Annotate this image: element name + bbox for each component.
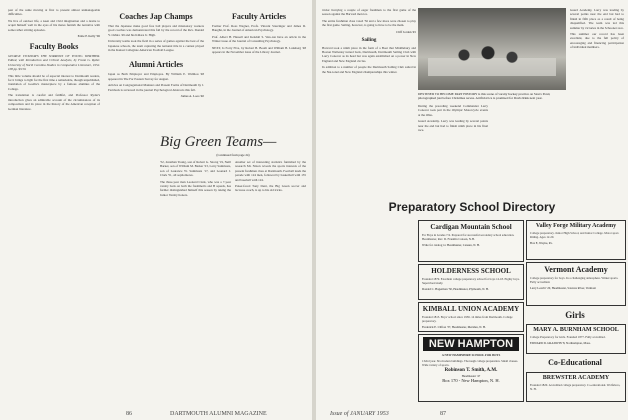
paragraph: We live of outdoor life, a keen and vivid imagination and a desire to acquit himself well in the eyes of his mates furnish the narrative with some rather stirring episodes. [8, 18, 100, 32]
ad-holderness [418, 264, 524, 300]
photo-caption [418, 92, 566, 100]
left-page [0, 0, 312, 420]
hockey-players [448, 44, 528, 66]
page-number: 86 [126, 411, 132, 417]
ad-name: NEW HAMPTON [423, 337, 519, 351]
ad-vermont [526, 262, 626, 306]
ad-text: Founded 1879. Excellent college preparatory school for boys 12-18. Eighty boys. Supervised study. [422, 277, 520, 285]
ad-address: Box 170 - New Hampton, N. H. [442, 378, 500, 383]
ad-burnham [526, 324, 626, 354]
caption-text: DESTINED TO BECOME PART HISTORY is this scene of varsity hockey practice on Storrs Pond, photographed just before Christmas recess. Artificial ice is promised for Davis Rink next year. [418, 92, 551, 101]
ad-tag: A NEW HAMPSHIRE SCHOOL FOR BOYS [441, 353, 501, 357]
ad-name: HOLDERNESS SCHOOL [431, 267, 511, 275]
ad-contact: Frederick E. Clifton '37, Headmaster, Meriden, N. H. [422, 325, 486, 329]
magazine-name: DARTMOUTH ALUMNI MAGAZINE [170, 411, 267, 417]
paragraph: The translation is careful and faithful, and Professor Ryder's introduction gives an admirable account of the circumstances of its composition and its place in the history of the American reception of German literature. [8, 93, 100, 111]
left-column-2 [108, 8, 204, 101]
ad-text: 132nd year. Six modern buildings. Thorough college preparation. Small classes. Wide variety of sports. [422, 359, 519, 367]
ad-contact: Donald C. Hagerman '30, Headmaster, Plymouth, N. H. [422, 287, 489, 291]
ad-name: Valley Forge Military Academy [535, 223, 617, 229]
article-subtitle: (Continued from page 24) [216, 153, 250, 157]
section-label: Girls [565, 310, 585, 320]
ad-text: Founded 1813. Boys' school since 1936. 14 miles from Dartmouth. College preparatory. [422, 315, 513, 323]
ad-name: Vermont Academy [544, 265, 608, 274]
byline: Ernie P. Kelly '06 [77, 34, 100, 39]
paragraph: This little volume should be of especial interest to Dartmouth readers, for it brings to light for the first time a remarkable, though unpublished, translation of Goethe's masterpiece by a famous alumnus of the College. [8, 73, 100, 91]
paragraph: University teams took the field in a series of games against the best of the Japanese schools, the team capturing the national title in a contest played in the Kansai Collegiate American Football League. [108, 39, 204, 53]
paragraph: This summer our record has been excellent, due to the full policy of encouraging and financing participation of individual members. [570, 32, 624, 50]
ad-contact: Write for catalog to: Headmaster, Canaan, N. H. [422, 243, 480, 247]
paragraph: Former Prof. Ross Wagner, Profs. Vincent Starzinger and James D. Baughn, in the Journal of American Psychology. [212, 24, 306, 33]
issue-date: Issue of JANUARY 1953 [330, 411, 389, 417]
ad-text: College preparatory. Junior High School, and Junior College. Motor sport. Riding. Ages 12-20. [530, 231, 620, 239]
article-title: Big Green Teams— [160, 134, 277, 150]
ad-text: For Boys in Grades 7-9. Prepared for successful secondary school education. Headmaster, Rev. D. Franklin Canaan, N.H. [422, 233, 515, 241]
section-heading: Faculty Books [29, 42, 79, 52]
paragraph: Articles on Congregational Manners and Present Forms of Dartmouth by J. Fernback is reviewed in the journal Psychological Abstracts this fall. [108, 83, 204, 92]
paragraph: The three-year man Leonard Clark, who was a 7-year varsity back on both the freshmen's and B squads, has further distinguished himself this season by taking the Junior Varsity honors. [160, 179, 231, 197]
section-heading: Alumni Articles [129, 60, 183, 70]
paragraph: The entire freshman class voted '56 and a few more were chosen to play the first game. Sailing, however, is going to have to be the main. [322, 18, 416, 28]
left-column-1 [8, 8, 100, 113]
directory-title: Preparatory School Directory [388, 200, 556, 214]
paragraph: Guard Academy. Larry was leading by several points near the end but had to finish ninth place in his final race. [418, 119, 488, 133]
ad-contact: Box E, Wayne, Pa. [530, 241, 553, 245]
byline: James A. Loos '40 [180, 94, 204, 99]
paragraph: Another set of interesting statistics furnished by the research Mr. Nixon reveals the sports interests of the present freshmen class at Dartmouth. Football leads the parade with 124 men, followed by basketball with 135 and baseball with 124. [235, 160, 306, 182]
ad-text: College preparatory for boys. In a challenging atmosphere. Winter sports. Fully accredited. [530, 276, 619, 284]
right-column-2 [418, 104, 488, 194]
paragraph: '52, Jonathan Young, son of Robert G. Strong '19, Neill Barker, son of William M. Barker '23, Larry Summons, son of Laurence W. Summons '17, and Leonard J. Clark '51, all sophomores. [160, 160, 231, 178]
page-number: 87 [440, 411, 446, 417]
book-citation: GEORGE TICKNOR'S THE SORROWS OF YOUNG WERTHER. Edited, with Introduction and Critical Analysis, by Frank G. Ryder. University of North Carolina Studies in Comparative Literature, 1952. 108 pp. $3.50. [8, 54, 100, 72]
ad-kimball [418, 302, 524, 332]
section-label: Co-Educational [548, 358, 602, 367]
ad-name: MARY A. BURNHAM SCHOOL [533, 327, 619, 333]
ad-contact: EDWARD D. GRADWIN '8, Northampton, Mass. [530, 341, 591, 345]
paragraph: In addition to a number of people the Dartmouth Sailing Club sailed in the Nat-ional and New England championships this winter. [322, 65, 416, 74]
paragraph: Japan as Both Employer and Employee. By William E. Walthou '48 appeared in The Far Eastern Survey for August. [108, 72, 204, 81]
section-heading: Sailing [361, 37, 377, 43]
ad-new-hampton [418, 334, 524, 402]
ad-name: Cardigan Mountain School [430, 223, 512, 231]
ad-text: College Preparatory for Girls. Founded 1877. Fully accredited. [530, 335, 606, 339]
left-column-3 [212, 8, 306, 130]
section-girls [526, 308, 624, 322]
ad-text: Founded 1820. Accredited college preparatory. Co-educational. Wolfeboro, N. H. [530, 383, 621, 391]
paragraph: Harvard took a ninth place in the form of a Boat that Middlebury and Boston Wellesley turned back, Dartmouth, Dartmouth Sailing Club with Larry Conover as its head but was again established on a power in New England and New England circles. [322, 45, 416, 63]
ad-valley-forge [526, 220, 626, 260]
ad-contact-name: Robinson T. Smith, A.M. [444, 368, 498, 373]
right-column-3 [570, 8, 624, 194]
photo-image [418, 8, 566, 90]
paragraph: Guard Academy, Larry was leading by several points near the end but had to finish in fifth place as a result of being disqualified. The team was led this summer by victories in the Schooner race. [570, 8, 624, 30]
paragraph: Prof. Albert H. Hassell and Kendall S. Wes-ton have an article in the Winter issue of the Journal of Consulting Psychology. [212, 34, 306, 44]
ad-cardigan [418, 220, 524, 262]
paragraph: tricks: hurrying a couple of eager freshmen to the first game of the season against the Harvard men ice. [322, 8, 416, 17]
hockey-photo [418, 8, 566, 90]
ad-brewster [526, 372, 626, 402]
ad-name: BREWSTER ACADEMY [542, 375, 610, 381]
paragraph: During the preceding weekend Commander Larry Conover took part in the Olympic Motorcycle events at the Ohio. [418, 104, 488, 117]
ad-contact: Larry Leavitt '20, Headmaster, Saxtons River, Vermont [530, 286, 596, 290]
byline: Cliff Jordan '45 [396, 29, 416, 34]
paragraph: Poker-faced Tony Dent, the Big Green soccer and lacrosse coach, is up to his old tricks. [235, 184, 306, 193]
ad-contact-role: Headmaster '47 [461, 374, 481, 378]
section-heading: Faculty Articles [232, 12, 286, 21]
prep-school-directory [316, 196, 628, 406]
right-page [316, 0, 628, 420]
big-green-article [160, 128, 306, 402]
section-heading: Coaches Jap Champs [119, 12, 193, 21]
paragraph: NEXT, Is Forty Five, by Robert B. Booth and William B. Lunsberg '48 appears in the November issue of the Library Journal. [212, 45, 306, 55]
ad-name: KIMBALL UNION ACADEMY [422, 305, 520, 313]
section-coed [526, 356, 624, 370]
paragraph: past of the same moving at first to present almost unmanageable difficulties. [8, 8, 100, 17]
paragraph: That the Japanese make good free ball players and missionary workers good coaches was demonstrated this fall by the record of the Rev. Donald Y. Oshiro '49 and his Kihara Jr. High. [108, 24, 204, 37]
